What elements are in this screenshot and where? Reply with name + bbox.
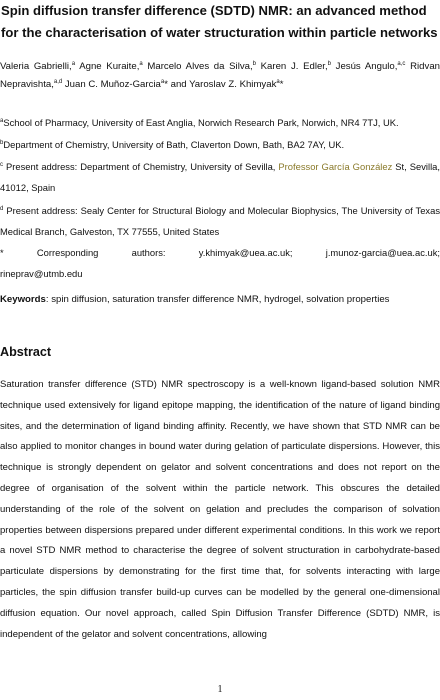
author-affiliation-mark: a [276,79,280,85]
keywords-text: : spin diffusion, saturation transfer difference NMR, hydrogel, solvation properties [45,294,390,305]
corresponding-label: Corresponding [36,247,99,258]
paper-title: Spin diffusion transfer difference (SDTD) NMR: an advanced method for the characterisation of water structuration within particle networks [1,3,438,40]
author: Jesús Angulo, [335,61,398,72]
keywords [0,292,440,308]
corresponding-authors-label: authors: [131,247,166,258]
author-list: Valeria Gabrielli,$^a$ Agne Kuraite,$^a$ Marcelo Alves da Silva,$^b$ Karen J. Edler,$^b$ Jesús Angulo,$^{a,c}$ Ridvan Nepravishta,$^{a,d}$ Juan C. Muñoz-Garcia$^a$* and Yaroslav Z. Khimyak$^a$* [0,61,440,90]
author: Agne Kuraite, [79,61,140,72]
author-affiliation-mark: a,d [53,79,63,85]
author-affiliation-mark: b [252,61,256,67]
author-affiliation-mark: a [139,61,143,67]
author: Marcelo Alves da Silva, [147,61,253,72]
affiliation-a [0,113,440,134]
affiliation-mark: c [0,162,3,168]
author-affiliation-mark: a [160,79,165,85]
affiliation-text: St, Sevilla, 41012, Spain [0,161,440,193]
affiliation-b [0,135,440,156]
author: Valeria Gabrielli, [0,61,72,72]
affiliation-c [0,157,440,198]
email-link[interactable]: j.munoz-garcia@uea.ac.uk; [325,247,440,258]
author: Ridvan Nepravishta, [0,61,440,90]
affiliation-d [0,201,440,242]
email-link[interactable]: y.khimyak@uea.ac.uk; [198,247,293,258]
affiliation-mark: b [0,140,4,146]
author-affiliation-mark: a,c [397,61,406,67]
affiliation-text: Present address: Department of Chemistry, University of Sevilla, [6,161,279,172]
author-affiliation-mark: b [327,61,331,67]
author: Juan C. Muñoz-Garcia [64,79,161,90]
page-number: 1 [217,684,223,695]
author-affiliation-mark: a [71,61,76,67]
keywords-label: Keywords [0,294,46,305]
affiliation-text-highlight: Professor García González [278,161,393,172]
affiliation-mark: d [0,206,4,212]
author: Karen J. Edler, [260,61,328,72]
corresponding-authors [0,243,440,284]
affiliation-text: Present address: Sealy Center for Structural Biology and Molecular Biophysics, The University of Texas Medical Branch, Galveston, TX 77555, United States [0,205,440,237]
author: and Yaroslav Z. Khimyak [170,79,277,90]
corresponding-star: * [0,247,4,258]
email-link[interactable]: rineprav@utmb.edu [0,267,83,279]
affiliation-text: Department of Chemistry, University of Bath, Claverton Down, Bath, BA2 7AY, UK. [3,139,345,150]
affiliation-text: School of Pharmacy, University of East Anglia, Norwich Research Park, Norwich, NR4 7TJ, UK. [3,117,399,128]
abstract-body: Saturation transfer difference (STD) NMR spectroscopy is a well-known ligand-based solution NMR technique used extensively for ligand epitope mapping, the identification of the nature of ligand binding sites, and the determination of ligand binding affinity. Recently, we have shown that STD NMR can be also applied to monitor changes in bound water during gelation of particulate dispersions. However, this technique is strongly dependent on gelator and solvent concentrations and does not report on the degree of organisation of the solvent within the particle network. This obscures the detailed understanding of the role of the solvent on gelation and precludes the comparison of solvation properties between dispersions prepared under different experimental conditions. In this work we report a novel STD NMR method to characterise the degree of solvent structuration in carbohydrate-based particulate dispersions by demonstrating for the first time that, for solvents interacting with large particles, the spin diffusion transfer build-up curves can be modelled by the general one-dimensional diffusion equation. Our novel approach, called Spin Diffusion Transfer Difference (SDTD) NMR, is independent of the gelator and solvent concentrations, allowing [0,379,440,640]
abstract-heading: Abstract [0,345,52,359]
affiliation-mark: a [0,118,4,124]
